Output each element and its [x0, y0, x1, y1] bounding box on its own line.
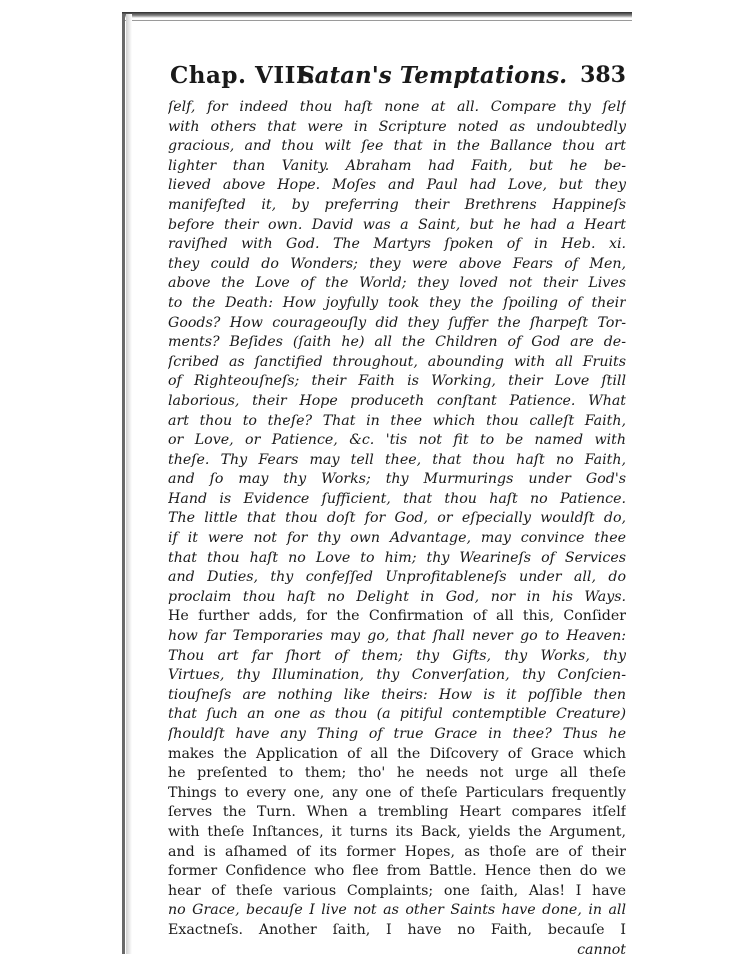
text-line: Hand is Evidence ſufficient, that thou haſt no Patience.	[168, 490, 626, 507]
text-line: hear of theſe various Complaints; one ſaith, Alas! I have	[168, 882, 626, 899]
text-line: theſe. Thy Fears may tell thee, that thou haſt no Faith,	[168, 451, 626, 468]
text-line: Goods? How courageouſly did they ſuffer the ſharpeſt Tor-	[168, 314, 626, 331]
text-line: proclaim thou haſt no Delight in God, nor in his Ways.	[168, 588, 626, 605]
text-line: to the Death: How joyfully took they the ſpoiling of their	[168, 294, 626, 311]
text-line: with theſe Inſtances, it turns its Back, yields the Argument,	[168, 823, 626, 840]
text-line: before their own. David was a Saint, but he had a Heart	[168, 216, 626, 233]
page-top-rule	[122, 20, 632, 21]
text-line: if it were not for thy own Advantage, may convince thee	[168, 530, 626, 547]
text-line: manifeſted it, by preferring their Brethrens Happineſs	[168, 196, 626, 213]
text-line: former Confidence who flee from Battle. Hence then do we	[168, 863, 626, 880]
binding-shadow	[126, 14, 132, 954]
text-line: that thou haſt no Love to him; thy Wearineſs of Services	[168, 549, 626, 566]
text-line: and Duties, thy confeſſed Unprofitableneſs under all, do	[168, 569, 626, 586]
text-line: tiouſneſs are nothing like theirs: How is it poſſible then	[168, 686, 626, 703]
text-line: he preſented to them; tho' he needs not urge all theſe	[168, 765, 626, 782]
text-line: no Grace, becauſe I live not as other Saints have done, in all	[168, 902, 626, 919]
text-line: ſelf, for indeed thou haſt none at all. Compare thy ſelf	[168, 99, 626, 115]
text-line: gracious, and thou wilt ſee that in the Ballance thou art	[168, 138, 626, 155]
chapter-label: Chap. VIII.	[170, 62, 316, 89]
text-line: Virtues, thy Illumination, thy Converſation, thy Conſcien-	[168, 667, 626, 684]
running-title: Satan's Temptations.	[298, 62, 568, 89]
page-binding-edge	[122, 14, 125, 954]
text-line: ſerves the Turn. When a trembling Heart compares itſelf	[168, 804, 626, 821]
text-line: lieved above Hope. Moſes and Paul had Love, but they	[168, 177, 626, 194]
body-text	[168, 98, 626, 960]
page-number: 383	[580, 62, 626, 88]
text-line: or Love, or Patience, &c. 'tis not fit to be named with	[168, 432, 626, 449]
text-line: raviſhed with God. The Martyrs ſpoken of in Heb. xi.	[168, 236, 626, 253]
text-line: art thou to theſe? That in thee which thou calleſt Faith,	[168, 412, 626, 429]
text-line: and ſo may thy Works; thy Murmurings under God's	[168, 471, 626, 488]
text-line: ſcribed as ſanctified throughout, abounding with all Fruits	[168, 353, 626, 370]
text-line: Thou art far ſhort of them; thy Gifts, thy Works, thy	[168, 647, 626, 664]
catchword: cannot	[577, 941, 626, 958]
text-line: they could do Wonders; they were above Fears of Men,	[168, 255, 626, 272]
text-line: and is aſhamed of its former Hopes, as thoſe are of their	[168, 843, 626, 860]
text-line: ſhouldſt have any Thing of true Grace in thee? Thus he	[168, 726, 626, 742]
text-line: of Righteouſneſs; their Faith is Working, their Love ſtill	[168, 373, 626, 390]
page-header	[170, 62, 630, 96]
text-line: how far Temporaries may go, that ſhall never go to Heaven:	[168, 628, 626, 645]
text-line: above the Love of the World; they loved not their Lives	[168, 275, 626, 292]
text-line: Exactneſs. Another ſaith, I have no Faith, becauſe I	[168, 921, 626, 938]
text-line: ments? Beſides (ſaith he) all the Children of God are de-	[168, 334, 626, 351]
page-top-edge	[122, 12, 632, 18]
text-line: with others that were in Scripture noted as undoubtedly	[168, 118, 626, 135]
text-line: lighter than Vanity. Abraham had Faith, but he be-	[168, 157, 626, 174]
text-line: Things to every one, any one of theſe Particulars frequently	[168, 784, 626, 801]
text-line: makes the Application of all the Diſcovery of Grace which	[168, 745, 626, 762]
text-line: laborious, their Hope produceth conſtant Patience. What	[168, 392, 626, 409]
text-line: The little that thou doſt for God, or eſpecially wouldſt do,	[168, 510, 626, 527]
text-line: that ſuch an one as thou (a pitiful contemptible Creature)	[168, 706, 626, 723]
text-line: He further adds, for the Confirmation of all this, Conſider	[168, 608, 626, 625]
